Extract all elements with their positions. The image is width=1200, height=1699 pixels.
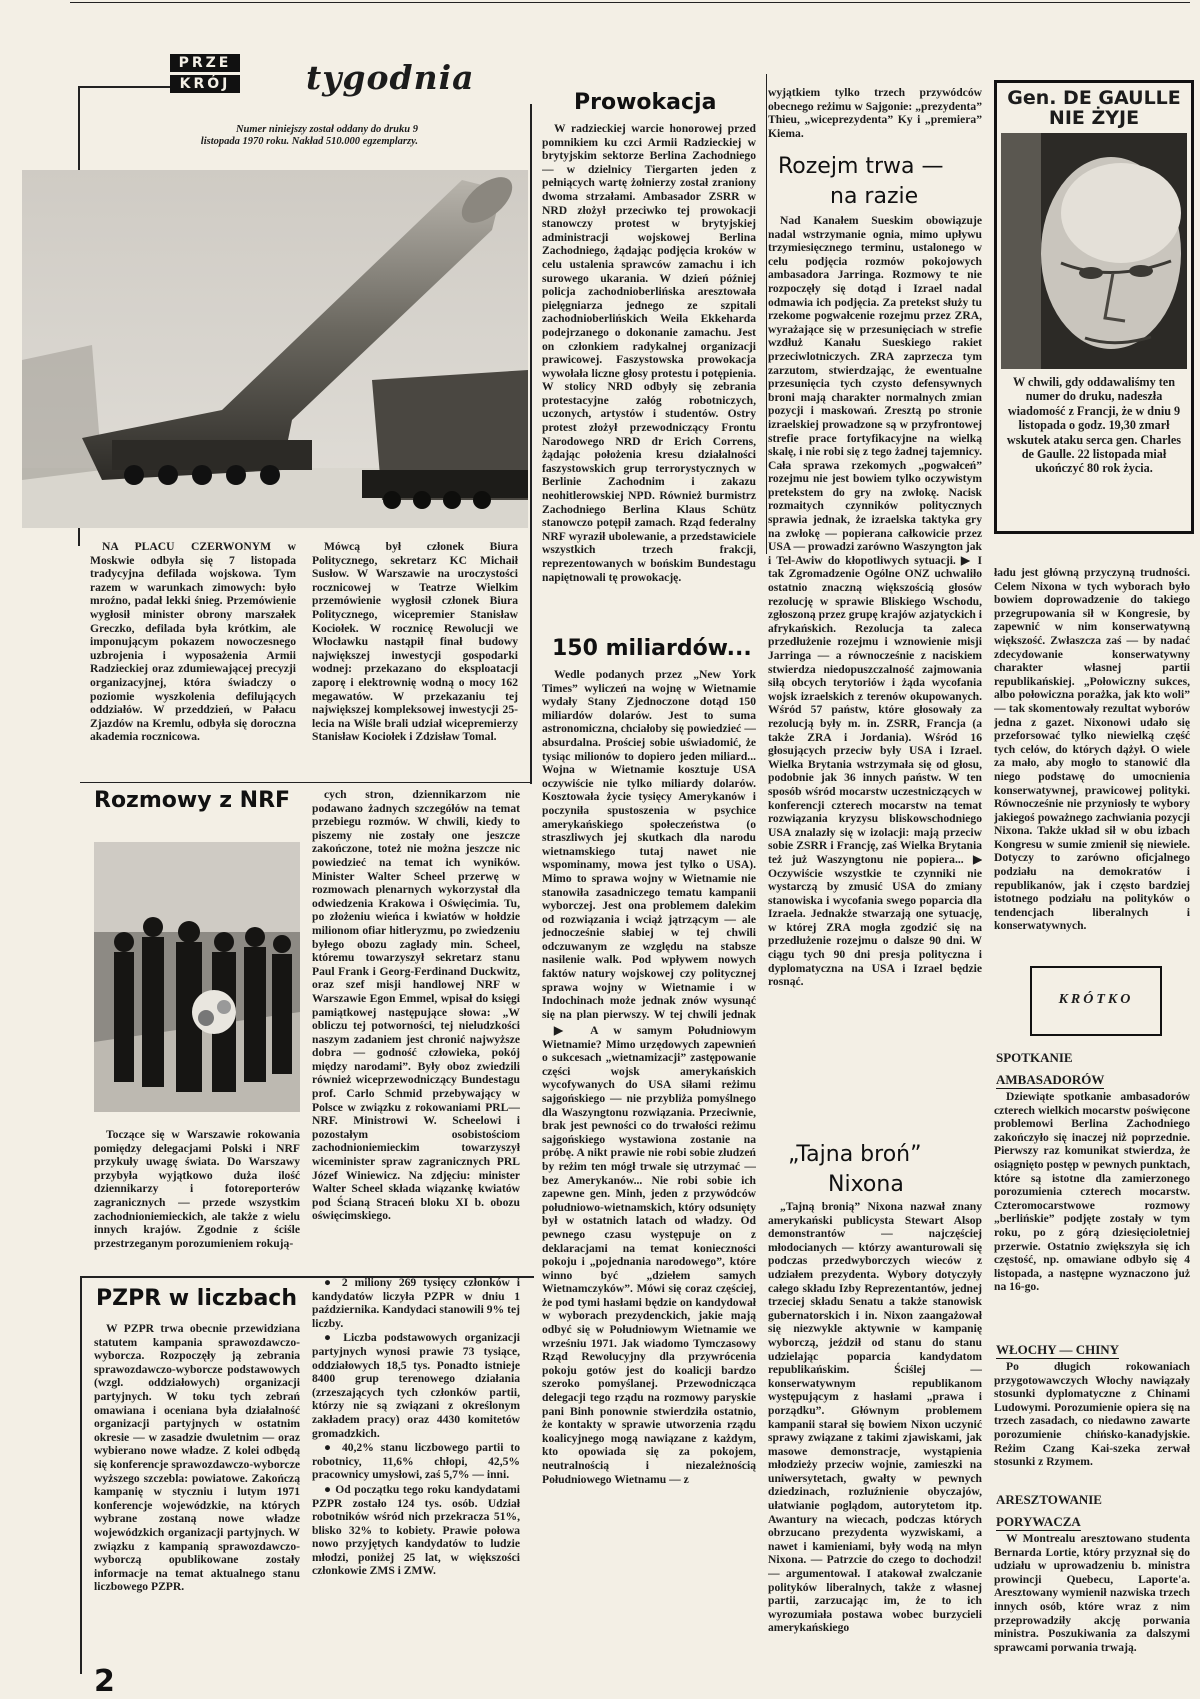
prowokacja-text <box>542 122 756 632</box>
parade-text-col1 <box>90 540 296 776</box>
degaulle-title-2: NIE ŻYJE <box>1048 107 1140 129</box>
tajna-title-1: „Tajna broń” <box>788 1142 922 1167</box>
nrf-caption <box>94 1128 300 1278</box>
degaulle-caption-text: W chwili, gdy oddawaliśmy ten numer do druku, nadeszła wiadomość z Francji, że w dniu 9 listopada o godz. 19,30 zmarł wskutek ataku serca gen. Charles de Gaulle. 22 listopada miał ukończyć 80 rok życia. <box>1006 375 1182 476</box>
pzpr-title: PZPR w liczbach <box>96 1286 298 1311</box>
prowokacja-title: Prowokacja <box>574 90 717 115</box>
rozejm-title-2: na razie <box>830 184 919 209</box>
pzpr-bullet-2: ● Liczba podstawowych organizacji partyjnych wynosi prawie 73 tysiące, oddziałowych 18,5 tys. Ponadto istnieje 8400 grup terenowego działania (zrzeszających tych członków partii, którzy nie są związani z określonym zakładem pracy) oraz 4430 komitetów gromadzkich. <box>312 1331 520 1440</box>
krotko-heading-1b: AMBASADORÓW <box>996 1072 1105 1087</box>
krotko-text-2 <box>994 1360 1190 1480</box>
top-border <box>70 2 1190 3</box>
rozejm-text <box>768 214 982 1038</box>
degaulle-portrait <box>1001 133 1187 369</box>
miliardow-text2-body: ▶ A w samym Południowym Wietnamie? Mimo urzędowych zapewnień o sukcesach „wietnamizacji” zastępowanie części wojsk amerykańskich wycofywanych do USA siłami reżimu sajgońskiego — nie przybliża pomyślnego dla Waszyngtonu rozwiązania. Przeciwnie, brak jest pewności co do trwałości reżimu sajgońskiego wystawiona zostanie na próbę. A nikt prawie nie robi sobie złudzeń by reżim ten mógł trwale się utrzymać — bez Amerykanów... Nie robi sobie ich zapewne gen. Minh, jeden z przywódców południowo-wietnamskich, który odsunięty był w ostatnich latach od władzy. Od pewnego czasu występuje on z deklaracjami na temat konieczności pokoju i „pojednania narodowego”, które winno być „dziełem samych Wietnamczyków”. Mówi się coraz częściej, że pod tymi hasłami będzie on kandydował w wyborach prezydenckich, jakie mają odbyć się w Południowym Wietnamie we wrześniu 1971. Jak wiadomo Tymczasowy Rząd Rewolucyjny dla przywrócenia pokoju gotów jest do koalicji bardzo szeroko pomyślanej. Przewodnicząca delegacji tego rządu na rozmowy paryskie pani Binh ponownie stwierdziła ostatnio, że kontakty w sprawie utworzenia rządu koalicyjnego mogą nawiązane z każdym, kto opowiada się za pokojem, neutralnością i niezależnością Południowego Wietnamu — z <box>542 1024 756 1486</box>
rozejm-lead <box>768 86 982 146</box>
rozejm-title-1: Rozejm trwa — <box>778 154 944 179</box>
nrf-title: Rozmowy z NRF <box>94 788 291 813</box>
logo-line-2: KRÓJ <box>170 75 240 93</box>
parade-photo <box>22 170 528 528</box>
krotko-heading-1a: SPOTKANIE <box>996 1050 1073 1065</box>
krotko-text-1-body: Dziewiąte spotkanie ambasadorów czterech wielkich mocarstw poświęcone problemowi Berlina Zachodniego zakończyło się inaczej niż poprzednie. Pierwszy raz komunikat stwierdza, że osiągnięto postęp w pewnych punktach, które są istotne dla zamierzonego porozumienia czterech mocarstw. Czteromocarstwowe rozmowy „berlińskie” podjęte zostały w tym roku, po z górą dziesięcioletniej przerwie. Ostatnio zwiększyła się ich częstość, np. omawiane odbyło się 4 listopada, a następne wyznaczono już na 16-go. <box>994 1090 1190 1294</box>
krotko-heading-3a: ARESZTOWANIE <box>996 1492 1102 1507</box>
masthead-word: tygodnia <box>306 58 475 97</box>
prowokacja-text-body: W radzieckiej warcie honorowej przed pomnikiem ku czci Armii Radzieckiej w brytyjskim sektorze Berlina Zachodniego — w dzielnicy Tiergarten jeden z pełniących wartę żołnierzy został zraniony dwoma strzałami. Ambasador ZSRR w NRD złożył przeciwko tej prowokacji stanowczy protest w brytyjskiej administracji wojskowej Berlina Zachodniego, żądając podjęcia kroków w celu ustalenia sprawców zamachu i ich surowego ukarania. W dzień później policja zachodnioberlińska aresztowała pielęgniarza jednego ze szpitali zachodnioberlińskich Weila Ekkeharda podejrzanego o dokonanie zamachu. Jest on członkiem radykalnej organizacji prawicowej. Faszystowska prowokacja wywołała liczne głosy protestu i potępienia. W stolicy NRD odbyły się zebrania protestacyjne załóg robotniczych, uczonych, artystów i studentów. Ostry protest złożył przewodniczący Frontu Narodowego NRD dr Erich Correns, żądając położenia kresu działalności faszystowskich grup terrorystycznych w Berlinie Zachodnim i zakazu neohitlerowskiej NPD. Również burmistrz Zachodniego Berlina Klaus Schütz stanowczo potępił zamach. Rząd federalny NRF wyraził ubolewanie, a przedstawiciele wszystkich trzech frakcji, reprezentowanych w bońskim Bundestagu napiętnowali tę prowokację. <box>542 122 756 584</box>
pzpr-text <box>94 1322 300 1672</box>
miliardow-text1-body: Wedle podanych przez „New York Times” wyliczeń na wojnę w Wietnamie wydały Stany Zjednoczone dotąd 150 miliardów dolarów. Jest to suma astronomiczna, chciałoby się powiedzieć — absurdalna. Prościej sobie uświadomić, że tysiąc milionów to dopiero jeden miliard... Wojna w Wietnamie kosztuje USA oczywiście nie tylko miliardy dolarów. Kosztowała życie tysięcy Amerykanów i poczyniła spustoszenia w psychice amerykańskiego społeczeństwa (o straszliwych jej skutkach dla narodu wietnamskiego tutaj nawet nie wspominamy, mowa jest tylko o USA). Mimo to sprawa wojny w Wietnamie nie stanowiła zasadniczego tematu kampanii wyborczej. Jest ona problemem dalekim od rozwiązania i wciąż jątrzącym — ale jednocześnie słabiej w tej chwili odczuwanym ze względu na stabsze nasilenie walk. Pod wpływem nowych faktów natury wojskowej czy politycznej sprawa wojny w Wietnamie i w Indochinach może jednak znów wysunąć się na plan pierwszy. W tej chwili jednak <box>542 668 756 1020</box>
krotko-text-2-body: Po długich rokowaniach przygotowawczych Włochy nawiązały stosunki dyplomatyczne z Chinami Ludowymi. Porozumienie opiera się na trzech zasadach, co niedawno zawarte porozumienie chińsko-kanadyjskie. Reżim Czang Kai-szeka zerwał stosunki z Rzymem. <box>994 1360 1190 1469</box>
nrf-text <box>312 788 520 1274</box>
tajna-title-2: Nixona <box>828 1172 904 1197</box>
page-number: 2 <box>94 1664 115 1699</box>
pzpr-bullet-3: ● 40,2% stanu liczbowego partii to robotnicy, 11,6% chłopi, 42,5% pracownicy umysłowi, zaś 5,7% — inni. <box>312 1441 520 1482</box>
masthead-logo <box>170 54 240 93</box>
nixon-continued <box>994 566 1190 960</box>
print-note: Numer niniejszy został oddany do druku 9 listopada 1970 roku. Nakład 510.000 egzemplarzy. <box>200 124 418 147</box>
frame-bottom <box>80 782 532 783</box>
frame-right-top <box>530 104 532 784</box>
krotko-text-1 <box>994 1090 1190 1338</box>
rozejm-lead-text: wyjątkiem tylko trzech przywódców obecnego reżimu w Sajgonie: „prezydenta” Thieu, „wiceprezydenta” Ky i „premiera” Kiema. <box>768 86 982 140</box>
nrf-caption-text: Toczące się w Warszawie rokowania pomiędzy delegacjami Polski i NRF przykuły uwagę świata. Do Warszawy przybyła wyjątkowo duża ilość dziennikarzy i fotoreporterów zagranicznych — przede wszystkim zachodnioniemieckich, ale także z wielu innych krajów. Zgodnie z ściśle przestrzeganym porozumieniem rokują- <box>94 1128 300 1250</box>
parade-text-col2 <box>312 540 518 776</box>
miliardow-text-2 <box>542 1024 756 1674</box>
miliardow-title: 150 miliardów... <box>552 636 752 661</box>
nixon-continued-text: ładu jest główną przyczyną trudności. Celem Nixona w tych wyborach było bowiem doprowadzenie do takiego przegrupowania sił w Kongresie, by zapewnić w nim konserwatywną większość. Zwłaszcza zaś — by nadać zdecydowanie konserwatywny charakter własnej partii republikańskiej. „Połowiczny sukces, albo połowiczna porażka, jak kto woli” — tak skomentowały rezultat wyborów jedna z gazet. Nixonowi udało się przeforsować tylko niewielką część tych celów, do których dążył. O wiele za mało, aby mogło to stanowić dla niego podstawę do umocnienia konserwatywnej, prawicowej polityki. Równocześnie nie przyniosły te wybory jakiegoś poważnego zachwiania pozycji Nixona. Także układ sił w obu izbach Kongresu w sumie zmienił się niewiele. Dotyczy to zarówno oficjalnego podziału na demokratów i republikanów, jak i często bardziej istotnego podziału na polityków o tendencjach liberalnych i konserwatywnych. <box>994 566 1190 933</box>
nrf-photo <box>94 842 300 1112</box>
krotko-heading-2: WŁOCHY — CHINY <box>996 1342 1120 1357</box>
pzpr-bullet-4: ● Od początku tego roku kandydatami PZPR zostało 124 tys. osób. Udział robotników wśród nich przekracza 51%, blisko 32% to kobiety. Prawie połowa nowo przyjętych kandydatów to ludzie młodzi, poniżej 25 lat, w większości członkowie ZMS i ZMW. <box>312 1482 520 1578</box>
column-divider <box>766 74 767 554</box>
degaulle-caption <box>1003 375 1185 515</box>
pzpr-text-body: W PZPR trwa obecnie przewidziana statutem kampania sprawozdawczo-wyborcza. Rozpoczęły ją zebrania sprawozdawczo-wyborcze podstawowych (wzgl. oddziałowych) organizacji partyjnych. W toku tych zebrań omawiana i oceniana była działalność organizacji partyjnych w ostatnim okresie — w zasadzie dwuletnim — oraz wybierano nowe władze. Z kolei odbędą się konferencje sprawozdawczo-wyborcze wyższego szczebla: powiatowe. Zakończą kampanię w styczniu i lutym 1971 konferencje wojewódzkie, na których wybrane zostaną nowe władze wojewódzkich organizacji partyjnych. W związku z kampanią sprawozdawczo-wyborczą opublikowane zostały informacje na temat aktualnego stanu liczbowego PZPR. <box>94 1322 300 1594</box>
pzpr-bullets <box>312 1276 520 1672</box>
nrf-text-body: cych stron, dziennikarzom nie podawano żadnych szczegółów na temat przebiegu rozmów. W chwili, kiedy to piszemy nie zostały one jeszcze zakończone, toteż nie można jeszcze nic powiedzieć na temat ich wyników. Minister Walter Scheel przerwę w rozmowach plenarnych wykorzystał dla odwiedzenia Krakowa i Oświęcimia. Tu, po złożeniu wieńca i kwiatów w hołdzie milionom ofiar hitleryzmu, po zwiedzeniu byłego obozu zagłady min. Scheel, któremu towarzyszył sekretarz stanu Paul Frank i Georg-Ferdinand Duckwitz, oraz szef misji handlowej NRF w Warszawie Egon Emmel, wpisał do księgi pamiątkowej następujące słowa: „W obliczu tej potworności, tej nieludzkości naszym zadaniem jest chronić najwyższe dobra — godność człowieka, pokój między narodami”. Były oboz zwiedzili również wiceprzewodniczący Bundestagu prof. Carlo Schmid przebywający w Polsce w związku z rokowaniami PRL—NRF. Ministrowi W. Scheelowi i pozostałym osobistościom zachodnioniemieckim towarzyszył wiceminister spraw zagranicznych PRL Józef Winiewicz. Na zdjęciu: minister Walter Scheel składa wiązankę kwiatów pod Ścianą Straceń bloku XI b. obozu oświęcimskiego. <box>312 788 520 1223</box>
krotko-title: KRÓTKO <box>1058 992 1134 1007</box>
tajna-text <box>768 1200 982 1674</box>
degaulle-box <box>994 80 1194 534</box>
pzpr-bullet-1: ● 2 miliony 269 tysięcy członków i kandydatów liczyła PZPR w dniu 1 października. Kandydaci stanowili 9% tej liczby. <box>312 1276 520 1330</box>
tajna-text-body: „Tajną bronią” Nixona nazwał znany amerykański publicysta Stewart Alsop demonstrantów — najczęściej młodocianych — którzy awanturowali się podczas przedwyborczych wieców z udziałem prezydenta. Wybory dotyczyły całego składu Izby Reprezentantów, jednej trzeciej składu Senatu a także stanowisk gubernatorskich i in. Nixon zaangażował się niezwykle aktywnie w kampanię wyborczą, jeździł od stanu do stanu udzielając poparcia kandydatom republikańskim. Ściślej — konserwatywnym republikanom występującym z hasłami „prawa i porządku”. Głównym problemem kampanii starał się bowiem Nixon uczynić sprawy związane z takimi zjawiskami, jak masowe demonstracje, wystąpienia młodzieży przeciw wojnie, zamieszki na uniwersytetach, gwałty w pewnych dziedzinach, rozluźnienie obyczajów, ułatwianie poglądom, autorytetom itp. Awantury na wiecach, podczas których obrzucano prezydenta wyzwiskami, a nawet i kamieniami, były wodą na młyn Nixona. — Patrzcie do czego to dochodzi! — argumentował. I atakował zwalczanie polityków liberalnych, także z własnej partii, zarzucając im, że to ich wyrozumiała postawa wobec burzycieli amerykańskiego <box>768 1200 982 1635</box>
krotko-text-3-body: W Montrealu aresztowano studenta Bernarda Lortie, który przyznał się do udziału w uprowadzeniu b. ministra prowincji Quebecu, Laporte'a. Aresztowany wymienił nazwiska trzech innych osób, które wraz z nim przeprowadziły akcję porwania ministra. Poszukiwania za dalszymi sprawcami porwania trwają. <box>994 1532 1190 1654</box>
parade-col2-text: Mówcą był członek Biura Politycznego, sekretarz KC Michaił Susłow. W Warszawie na uroczystości rocznicowej w Teatrze Wielkim przemówienie wygłosił członek Biura Politycznego, wicepremier Stanisław Kociołek. W rocznicę Rewolucji we Włocławku nastąpił finał budowy największej inwestycji gospodarki wodnej: przekazano do eksploatacji zaporę i elektrownię wodną o mocy 162 megawatów. W przekazaniu tej największej kompleksowej inwestycji 25-lecia na Wiśle brali udział wicepremierzy Stanisław Kociołek i Zdzisław Tomal. <box>312 540 518 744</box>
degaulle-title-1: Gen. DE GAULLE <box>1007 87 1181 109</box>
rozejm-text-body: Nad Kanałem Sueskim obowiązuje nadal wstrzymanie ognia, mimo upływu trzymiesięcznego terminu, ustalonego w celu podjęcia rozmów pokojowych ambasadora Jarringa. Rozmowy te nie rozpoczęły się dotąd i Izrael nadal odmawia ich podjęcia. Za pretekst służy tu rzekome pogwałcenie rozejmu przez ZRA, wyrażające się w przesunięciach w strefie wzdłuż Kanału Sueskiego rakiet przeciwlotniczych. ZRA zaprzecza tym zarzutom, stwierdzając, że ewentualne przesunięcia tych czysto defensywnych broni mają charakter normalnych zmian pozycji i maskowań. Zresztą po stronie izraelskiej prowadzone są w przyfrontowej strefie prace fortyfikacyjne na wielką skalę, i nie robi się z tego żadnej tajemnicy. Cała sprawa rzekomych „pogwałceń” rozejmu nie jest bowiem tylko oczywistym pretekstem do gry na zwłokę. Nacisk rozmaitych czynników politycznych sprawia jednak, że izraelska taktyka gry na zwłokę — popierana całkowicie przez USA — prowadzi zarówno Waszyngton jak i Tel-Awiw do kłopotliwych sytuacji. ▶ I tak Zgromadzenie Ogólne ONZ uchwaliło ostatnio znaczną większością głosów rezolucję w sprawie Bliskiego Wschodu, zgłoszoną przez grupę krajów azjatyckich i afrykańskich. Rezolucja ta zaleca przedłużenie rozejmu i wznowienie misji Jarringa — a równocześnie z naciskiem stwierdza niedopuszczalność zajmowania siłą obcych terytoriów i żąda wycofania wojsk izraelskich z terenów okupowanych. Wśród 57 państw, które głosowały za rezolucją były m. in. ZSRR, Francja (a także ZRA i Jordania). Wśród 16 głosujących przeciw były USA i Izrael. Wielka Brytania wstrzymała się od głosu, podobnie jak 36 innych państw. W ten sposób wśród mocarstw uczestniczących w konferencji czterech mocarstw na temat rozwiązania kryzysu bliskowschodniego USA znalazły się w izolacji: mają przeciw sobie ZSRR i Francję, zaś Wielka Brytania też już Waszyngtonu nie popiera... ▶ Oczywiście wszystkie te czynniki nie wystarczą by zmusić USA do zmiany stanowiska i wycofania swego poparcia dla Izraela. Jednakże stwarzają one sytuację, w której ZRA mogła zgodzić się na przedłużenie rozejmu o dalsze 90 dni. W ciągu tych 90 dni presja polityczna i dyplomatyczna na USA i Izrael będzie rosnąć. <box>768 214 982 989</box>
pzpr-frame-left <box>80 1276 82 1674</box>
miliardow-text-1 <box>542 668 756 1020</box>
krotko-heading-3b: PORYWACZA <box>996 1514 1081 1529</box>
frame-top <box>78 86 178 88</box>
krotko-box <box>1030 966 1162 1036</box>
parade-col1-text: NA PLACU CZERWONYM w Moskwie odbyła się 7 listopada tradycyjna defilada wojskowa. Tym razem w warunkach zimowych: było mroźno, padał lekki śnieg. Przemówienie wygłosił minister obrony marszałek Greczko, defilada była krótkim, ale imponującym pokazem nowoczesnego uzbrojenia i wyposażenia Armii Radzieckiej oraz zdumiewającej precyzji organizacyjnej, która świadczy o poziomie wyszkolenia defilujących oddziałów. W przeddzień, w Pałacu Zjazdów na Kremlu, odbyła się doroczna akademia rocznicowa. <box>90 540 296 744</box>
krotko-text-3 <box>994 1532 1190 1674</box>
logo-line-1: PRZE <box>170 54 240 72</box>
